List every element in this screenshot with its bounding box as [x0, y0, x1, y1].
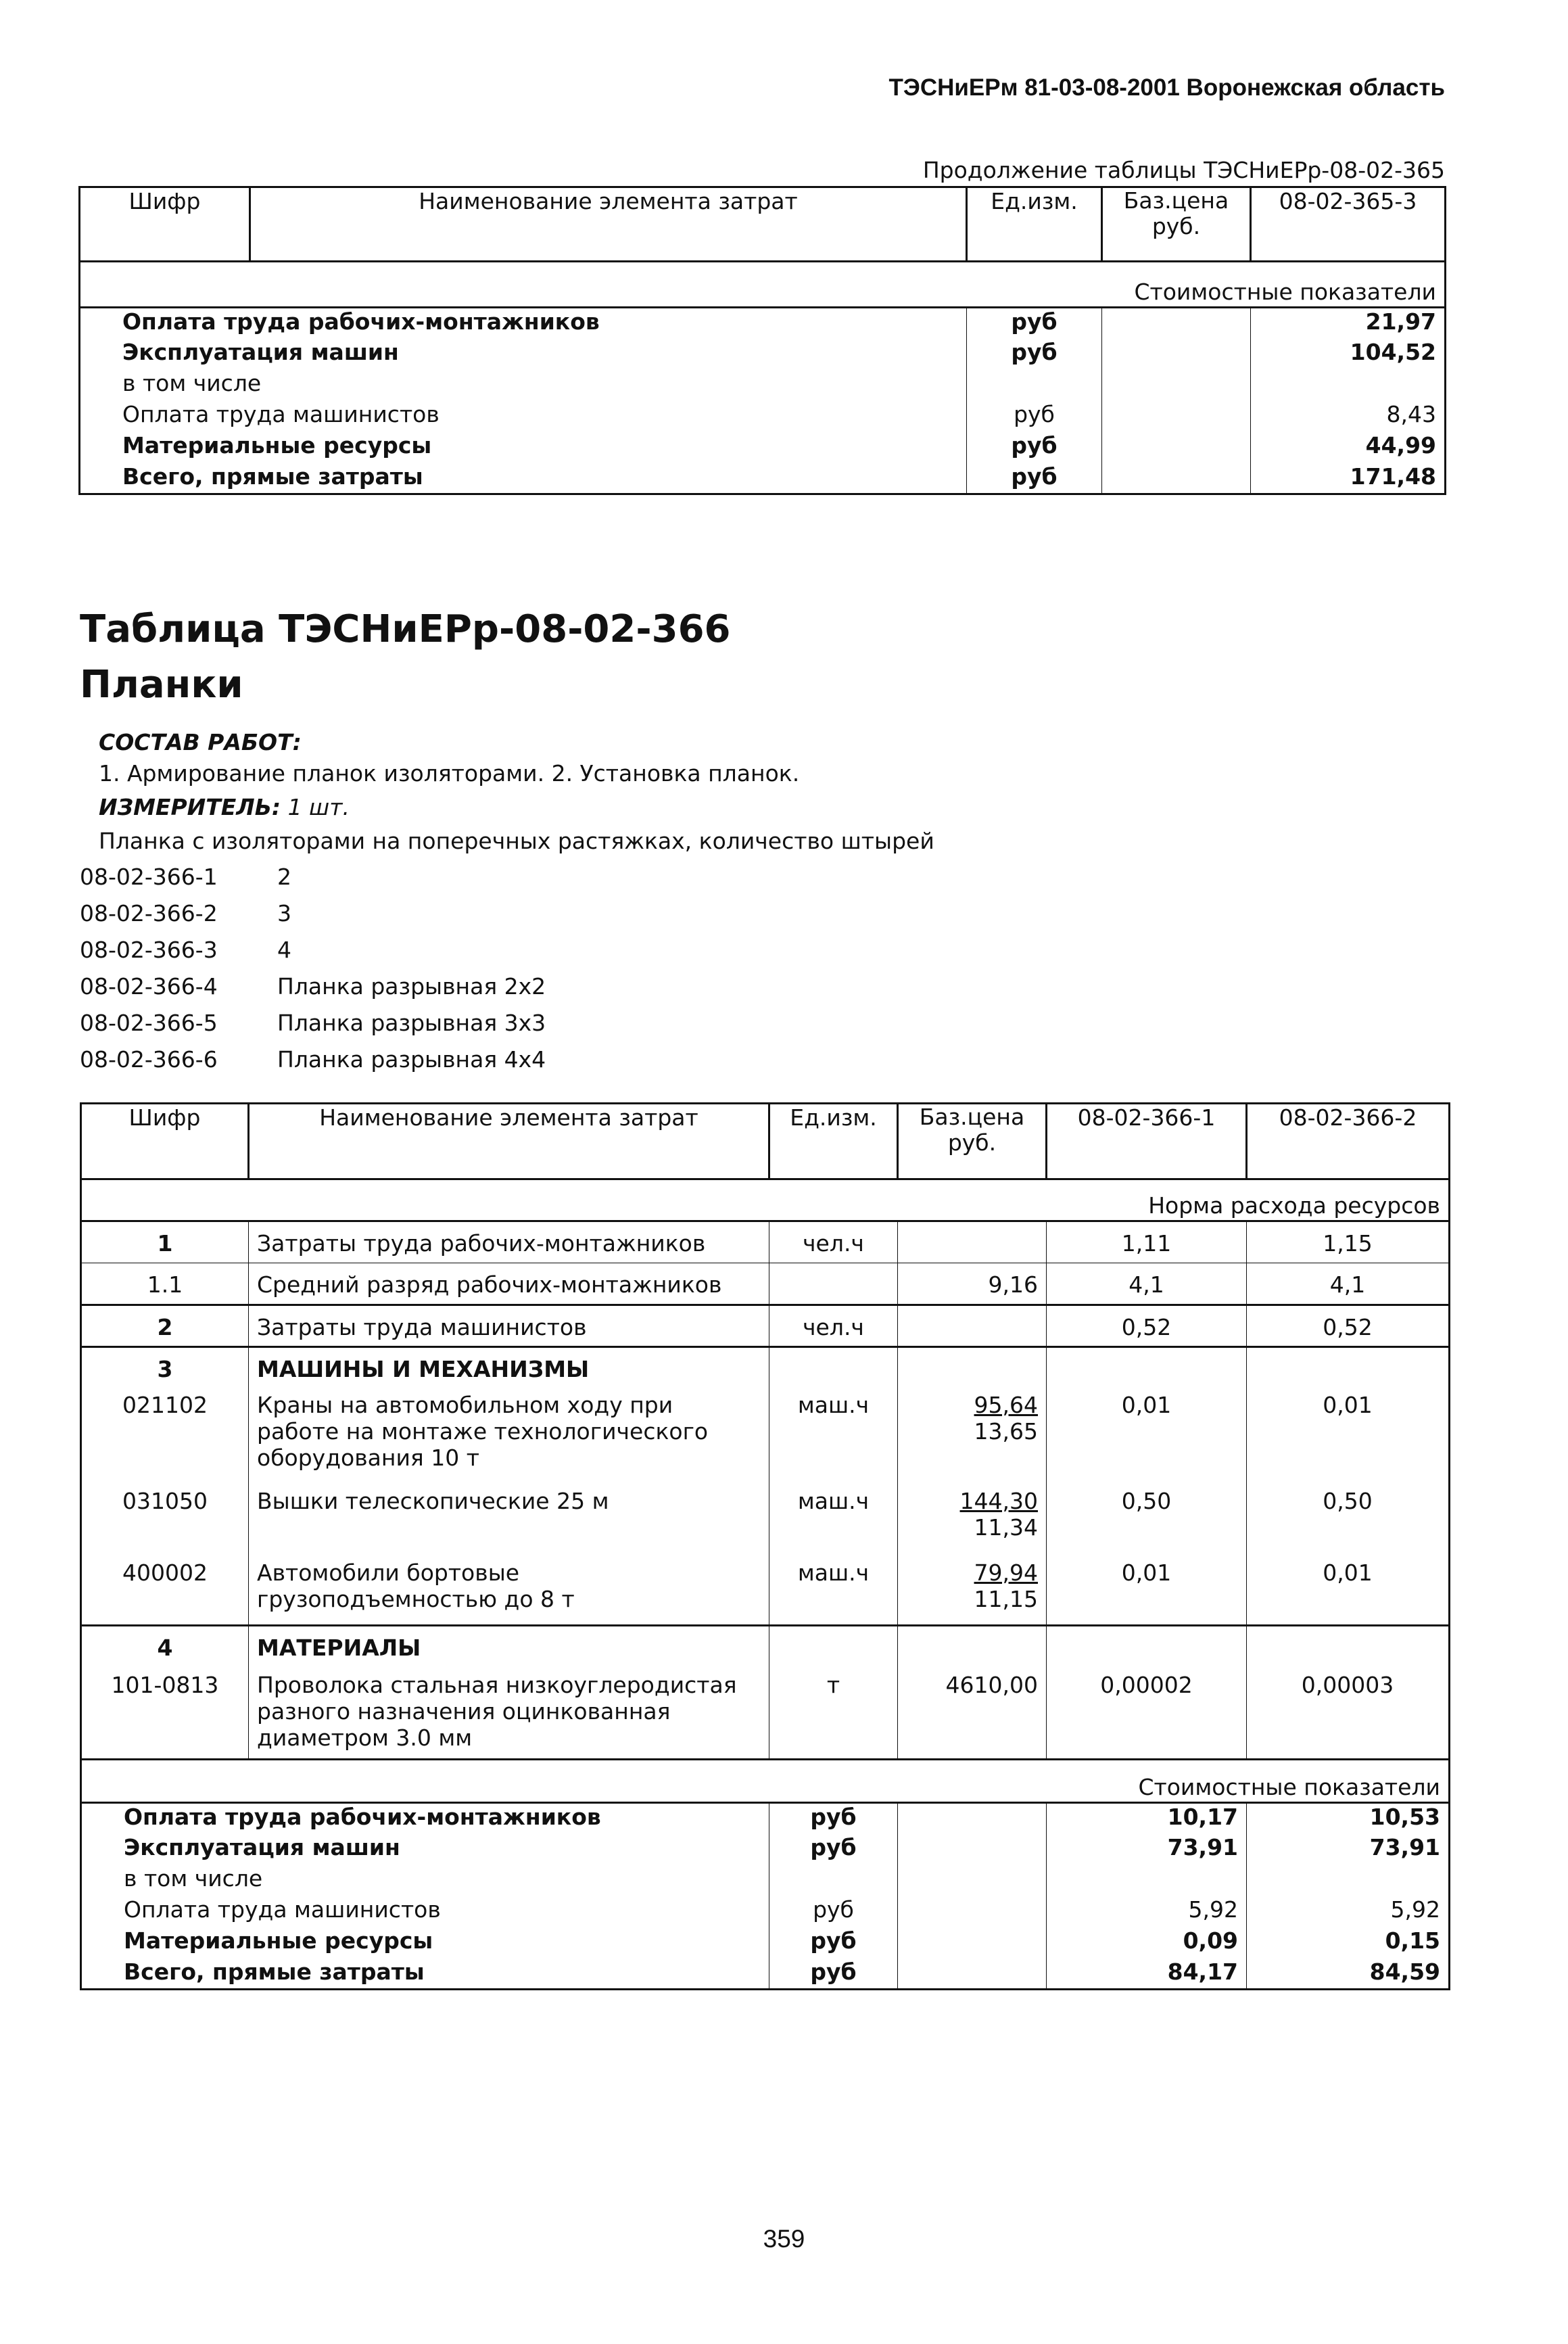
table-row — [81, 1865, 1450, 1896]
row-v1: 0,00002 — [1047, 1668, 1247, 1760]
row-name: Оплата труда рабочих-монтажников — [80, 308, 967, 339]
row-code: 101-0813 — [81, 1668, 249, 1760]
list-item-desc: 2 — [277, 864, 291, 890]
row-name: Оплата труда машинистов — [81, 1896, 769, 1927]
row-unit: руб — [769, 1927, 898, 1959]
row-name: Всего, прямые затраты — [80, 463, 967, 494]
row-v2: 0,15 — [1385, 1927, 1440, 1954]
t2-head-name: Наименование элемента затрат — [249, 1104, 769, 1179]
row-v2: 84,59 — [1369, 1958, 1440, 1985]
row-unit: маш.ч — [769, 1555, 898, 1626]
row-unit: чел.ч — [769, 1221, 898, 1263]
row-name: МАТЕРИАЛЫ — [249, 1626, 769, 1668]
list-item-desc: Планка разрывная 2х2 — [277, 973, 546, 1000]
page-number: 359 — [763, 2225, 805, 2253]
row-v1: 104,52 — [1350, 338, 1436, 365]
row-unit: т — [769, 1668, 898, 1760]
row-price — [898, 1305, 1047, 1347]
row-name: Проволока стальная низкоуглеродистая разного назначения оцинкованная диаметром 3.0 мм — [249, 1668, 769, 1760]
table-row — [80, 370, 1446, 401]
table-row — [81, 1347, 1450, 1388]
row-v1: 4,1 — [1047, 1263, 1247, 1305]
list-item-code: 08-02-366-2 — [80, 900, 218, 927]
table-row — [81, 1896, 1450, 1927]
row-unit: руб — [769, 1959, 898, 1990]
row-name: Всего, прямые затраты — [81, 1959, 769, 1990]
t2-cost-header: Стоимостные показатели — [81, 1760, 1450, 1803]
row-unit: руб — [967, 463, 1102, 494]
row-v2: 0,01 — [1323, 1391, 1373, 1418]
row-v1: 1,11 — [1047, 1221, 1247, 1263]
table-row — [81, 1388, 1450, 1484]
row-unit: руб — [769, 1834, 898, 1865]
row-name: Краны на автомобильном ходу при работе на монтаже технологического оборудования 10 т — [249, 1388, 769, 1484]
row-price — [898, 1896, 1047, 1927]
table-row — [81, 1484, 1450, 1555]
list-item-code: 08-02-366-3 — [80, 937, 218, 963]
price-bottom: 11,34 — [974, 1514, 1038, 1541]
row-v1: 10,17 — [1047, 1803, 1247, 1834]
t1-cost-header: Стоимостные показатели — [80, 262, 1446, 308]
t1-head-name: Наименование элемента затрат — [250, 187, 967, 262]
row-v1: 8,43 — [1386, 400, 1436, 427]
row-v2: 5,92 — [1390, 1896, 1440, 1923]
table-row — [81, 1221, 1450, 1263]
row-unit: руб — [769, 1896, 898, 1927]
t1-head-unit: Ед.изм. — [967, 187, 1102, 262]
row-price — [1102, 339, 1251, 370]
row-unit — [769, 1263, 898, 1305]
table-row — [81, 1668, 1450, 1760]
row-unit: маш.ч — [769, 1484, 898, 1555]
price-bottom: 11,15 — [974, 1585, 1038, 1612]
t1-head-price: Баз.цена руб. — [1102, 187, 1251, 262]
price-top: 95,64 — [974, 1391, 1038, 1418]
row-name: Автомобили бортовые грузоподъемностью до 8 т — [249, 1555, 769, 1626]
row-code: 2 — [81, 1305, 249, 1347]
row-price — [1102, 308, 1251, 339]
row-code: 400002 — [81, 1555, 249, 1626]
t2-head-price: Баз.цена руб. — [898, 1104, 1047, 1179]
row-v2: 1,15 — [1323, 1230, 1373, 1257]
row-price — [898, 1959, 1047, 1990]
row-v2 — [1247, 1865, 1450, 1896]
t2-head-code: Шифр — [81, 1104, 249, 1179]
row-unit: маш.ч — [769, 1388, 898, 1484]
row-name: Материальные ресурсы — [81, 1927, 769, 1959]
row-v1 — [1251, 370, 1446, 401]
row-price — [1102, 463, 1251, 494]
list-item-code: 08-02-366-4 — [80, 973, 218, 1000]
row-price — [898, 1803, 1047, 1834]
row-price: 9,16 — [898, 1263, 1047, 1305]
t1-head-val1: 08-02-365-3 — [1251, 187, 1446, 262]
t2-head-unit: Ед.изм. — [769, 1104, 898, 1179]
row-name: Оплата труда рабочих-монтажников — [81, 1803, 769, 1834]
row-v1: 5,92 — [1047, 1896, 1247, 1927]
table-row — [80, 401, 1446, 432]
row-price — [898, 1555, 1047, 1626]
row-name: Затраты труда рабочих-монтажников — [249, 1221, 769, 1263]
row-code: 3 — [81, 1347, 249, 1388]
row-v1: 0,09 — [1047, 1927, 1247, 1959]
row-code: 1 — [81, 1221, 249, 1263]
row-name: МАШИНЫ И МЕХАНИЗМЫ — [249, 1347, 769, 1388]
table-subtitle: Планки — [80, 663, 243, 707]
table-row — [80, 339, 1446, 370]
row-name: Средний разряд рабочих-монтажников — [249, 1263, 769, 1305]
table-row — [81, 1555, 1450, 1626]
row-v1: 0,52 — [1047, 1305, 1247, 1347]
price-bottom: 13,65 — [974, 1417, 1038, 1445]
table-row — [81, 1305, 1450, 1347]
row-v2: 0,01 — [1323, 1559, 1373, 1586]
row-v1: 21,97 — [1365, 308, 1436, 335]
table-row — [80, 308, 1446, 339]
row-unit: руб — [769, 1803, 898, 1834]
table2 — [80, 1102, 1450, 1990]
row-price — [898, 1221, 1047, 1263]
row-unit: руб — [967, 308, 1102, 339]
t2-head-val1: 08-02-366-1 — [1047, 1104, 1247, 1179]
price-top: 144,30 — [959, 1487, 1038, 1514]
row-unit: руб — [967, 339, 1102, 370]
row-name: Эксплуатация машин — [80, 339, 967, 370]
row-code: 031050 — [81, 1484, 249, 1555]
table1 — [78, 186, 1446, 495]
row-price — [898, 1484, 1047, 1555]
row-v1: 0,01 — [1047, 1555, 1247, 1626]
list-item-code: 08-02-366-5 — [80, 1010, 218, 1036]
table-row — [81, 1927, 1450, 1959]
row-unit: чел.ч — [769, 1305, 898, 1347]
row-price — [898, 1388, 1047, 1484]
list-item-desc: 3 — [277, 900, 291, 927]
list-item-desc: Планка разрывная 3х3 — [277, 1010, 546, 1036]
row-v1: 0,50 — [1047, 1484, 1247, 1555]
row-unit: руб — [967, 432, 1102, 463]
table1-continuation-title: Продолжение таблицы ТЭСНиЕРр-08-02-365 — [922, 157, 1445, 183]
row-v1: 0,01 — [1047, 1388, 1247, 1484]
row-v1: 84,17 — [1047, 1959, 1247, 1990]
table-row — [80, 432, 1446, 463]
row-unit: руб — [967, 401, 1102, 432]
table-row — [81, 1803, 1450, 1834]
row-v2: 73,91 — [1369, 1833, 1440, 1860]
row-name: в том числе — [80, 370, 967, 401]
list-item-desc: 4 — [277, 937, 291, 963]
row-name: Материальные ресурсы — [80, 432, 967, 463]
row-price — [898, 1927, 1047, 1959]
row-v2: 0,52 — [1323, 1314, 1373, 1340]
table-row — [80, 463, 1446, 494]
work-label: СОСТАВ РАБОТ: — [99, 729, 302, 755]
t2-head-val2: 08-02-366-2 — [1247, 1104, 1450, 1179]
row-code: 021102 — [81, 1388, 249, 1484]
row-name: Затраты труда машинистов — [249, 1305, 769, 1347]
list-item-code: 08-02-366-1 — [80, 864, 218, 890]
row-unit — [967, 370, 1102, 401]
row-v1: 44,99 — [1365, 431, 1436, 459]
row-v2: 0,50 — [1323, 1487, 1373, 1514]
table-row — [81, 1959, 1450, 1990]
row-unit — [769, 1865, 898, 1896]
row-v1: 73,91 — [1047, 1834, 1247, 1865]
row-price — [1102, 370, 1251, 401]
row-name: Вышки телескопические 25 м — [249, 1484, 769, 1555]
row-v2: 0,00003 — [1301, 1671, 1394, 1698]
row-v1 — [1047, 1865, 1247, 1896]
t1-head-code: Шифр — [80, 187, 250, 262]
description: Планка с изоляторами на поперечных растяжках, количество штырей — [99, 828, 934, 854]
row-code: 1.1 — [81, 1263, 249, 1305]
price-top: 79,94 — [974, 1559, 1038, 1586]
measure-line — [99, 794, 350, 820]
table-row — [81, 1626, 1450, 1668]
row-v2: 10,53 — [1369, 1804, 1440, 1830]
measure-label: ИЗМЕРИТЕЛЬ: — [99, 794, 281, 820]
table-row — [81, 1834, 1450, 1865]
row-price — [898, 1865, 1047, 1896]
row-name: в том числе — [81, 1865, 769, 1896]
row-name: Эксплуатация машин — [81, 1834, 769, 1865]
list-item-desc: Планка разрывная 4х4 — [277, 1046, 546, 1073]
row-name: Оплата труда машинистов — [80, 401, 967, 432]
measure-value: 1 шт. — [287, 794, 350, 820]
row-v1: 171,48 — [1350, 463, 1436, 490]
row-code: 4 — [81, 1626, 249, 1668]
list-item-code: 08-02-366-6 — [80, 1046, 218, 1073]
row-v2: 4,1 — [1329, 1271, 1366, 1298]
table-title: Таблица ТЭСНиЕРр-08-02-366 — [80, 607, 731, 651]
running-header: ТЭСНиЕРм 81-03-08-2001 Воронежская область — [888, 74, 1445, 101]
table-row — [81, 1263, 1450, 1305]
row-price — [1102, 401, 1251, 432]
row-price — [1102, 432, 1251, 463]
work-text: 1. Армирование планок изоляторами. 2. Установка планок. — [99, 760, 800, 787]
row-price: 4610,00 — [898, 1668, 1047, 1760]
t2-norm-header: Норма расхода ресурсов — [81, 1179, 1450, 1221]
row-price — [898, 1834, 1047, 1865]
